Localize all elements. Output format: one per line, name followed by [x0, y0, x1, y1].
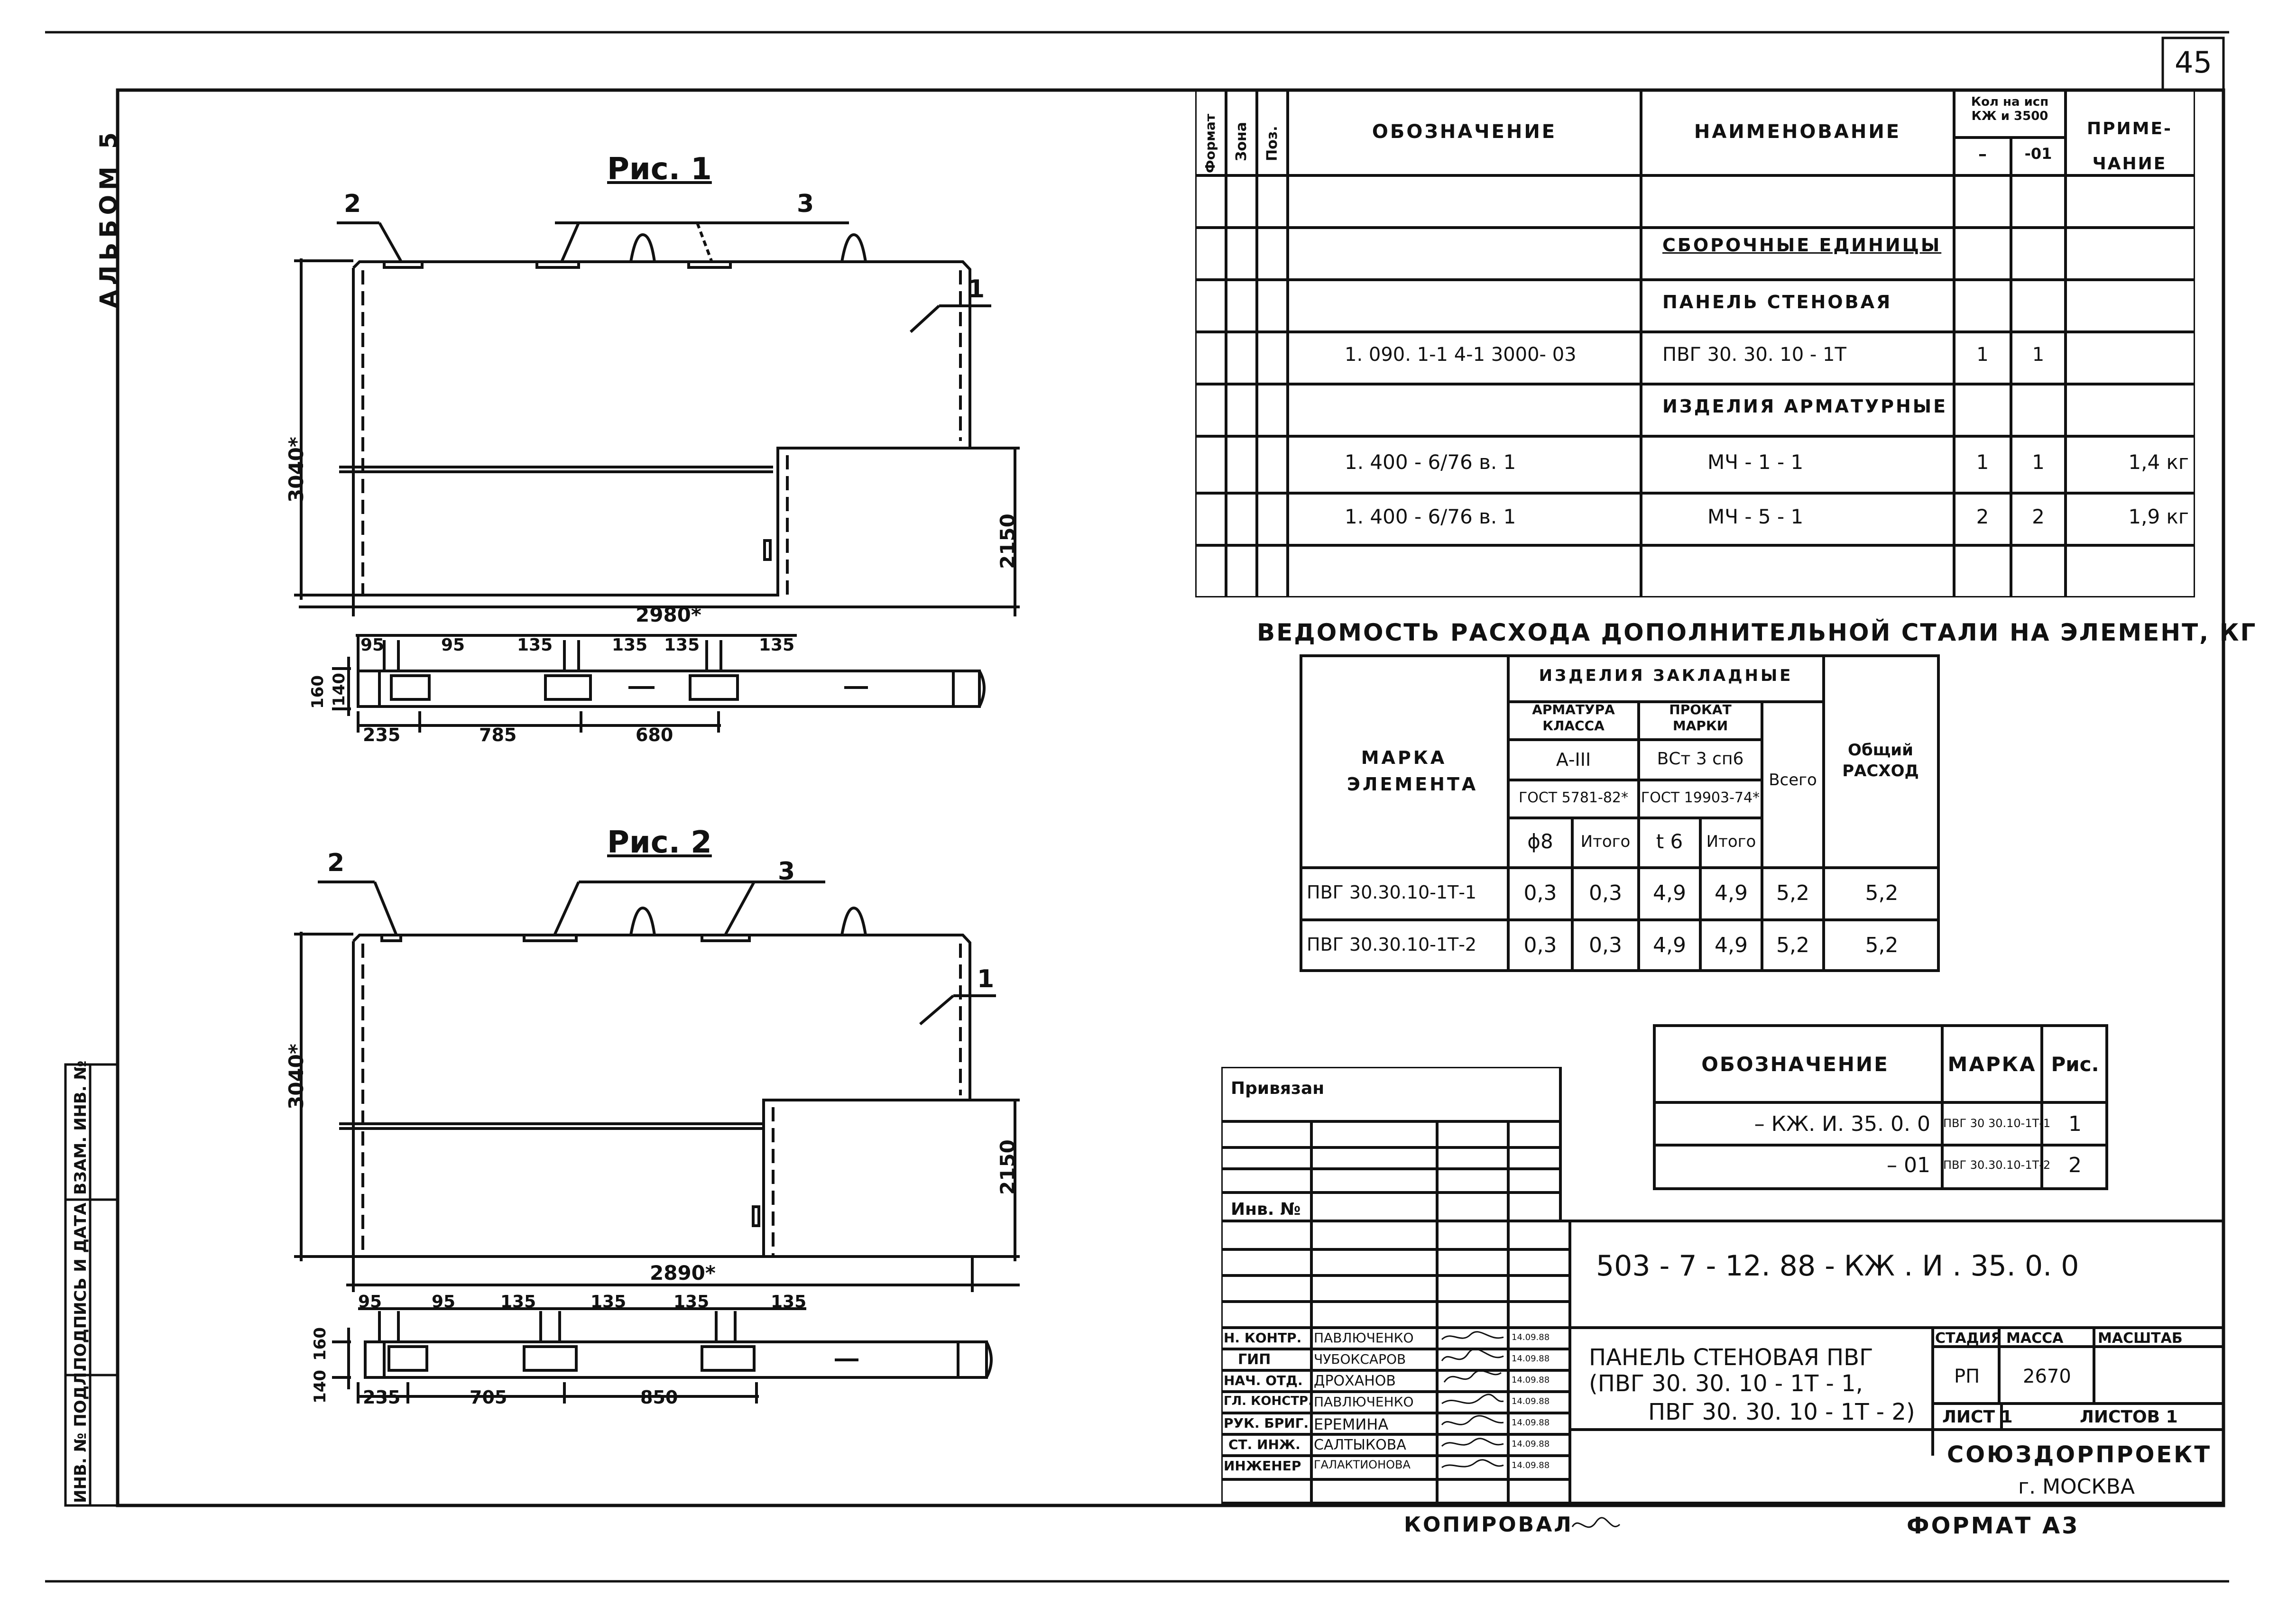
figure-2-height-dim: 3040*: [285, 1044, 308, 1110]
steel-header-rebar: АРМАТУРА КЛАССА: [1532, 702, 1615, 734]
steel-row-total: 0,3: [1589, 881, 1622, 905]
spec-row-qty: 1: [2032, 344, 2045, 366]
spec-row-designation: 1. 400 - 6/76 в. 1: [1345, 450, 1516, 474]
spec-row-qty: 1: [2032, 450, 2045, 474]
steel-header-overall: Общий РАСХОД: [1842, 741, 1919, 780]
steel-header-embedded: ИЗДЕЛИЯ ЗАКЛАДНЫЕ: [1539, 666, 1793, 685]
side-stamp-signature: ПОДПИСЬ И ДАТА: [71, 1202, 90, 1370]
stamp-person-name: ПАВЛЮЧЕНКО: [1314, 1394, 1414, 1410]
spec-header-name: НАИМЕНОВАНИЕ: [1694, 121, 1901, 143]
stamp-mass-header: МАССА: [2006, 1330, 2064, 1347]
spec-row-qty: 2: [1976, 505, 1989, 528]
figure-2-section-dim: 140: [311, 1370, 330, 1404]
steel-row-overall: 5,2: [1865, 881, 1899, 905]
steel-row-t6: 4,9: [1653, 933, 1686, 957]
figure-1-top-dim: 135: [759, 635, 795, 655]
stamp-city: г. МОСКВА: [2018, 1475, 2135, 1499]
steel-row-phi8: 0,3: [1523, 933, 1557, 957]
figure-2-drawing: [237, 816, 1020, 1432]
stamp-person-name: ЕРЕМИНА: [1314, 1415, 1389, 1433]
steel-header-class: А-III: [1556, 749, 1591, 770]
spec-row-note: 1,9 кг: [2128, 505, 2189, 528]
spec-header-qty-a: –: [1978, 145, 1987, 164]
steel-row-total: 4,9: [1715, 881, 1748, 905]
stamp-person-date: 14.09.88: [1512, 1460, 1550, 1470]
figure-2-top-dim: 95: [358, 1292, 382, 1312]
figure-2-bottom-dim: 235: [363, 1387, 401, 1408]
spec-row-designation: 1. 090. 1-1 4-1 3000- 03: [1345, 344, 1577, 366]
steel-header-phi8: ϕ8: [1527, 830, 1553, 853]
figure-2-callout-3: 3: [778, 857, 795, 886]
stamp-person-role: ИНЖЕНЕР: [1224, 1458, 1301, 1474]
spec-header-designation: ОБОЗНАЧЕНИЕ: [1372, 121, 1557, 143]
variants-row-fig: 2: [2068, 1153, 2082, 1177]
stamp-person-name: ПАВЛЮЧЕНКО: [1314, 1330, 1414, 1346]
figure-2-top-dim: 135: [771, 1292, 807, 1312]
steel-header-gost1: ГОСТ 5781-82*: [1518, 789, 1629, 806]
stamp-person-date: 14.09.88: [1512, 1418, 1550, 1428]
stamp-stage: РП: [1954, 1366, 1980, 1387]
figure-1-top-dim: 95: [360, 635, 385, 655]
steel-row-total: 0,3: [1589, 933, 1622, 957]
stamp-person-role: ГИП: [1238, 1351, 1271, 1368]
figure-1-top-dim: 135: [612, 635, 648, 655]
steel-row-mark: ПВГ 30.30.10-1Т-2: [1307, 934, 1477, 955]
specification-table: [1195, 90, 2195, 597]
variants-row-mark: ПВГ 30 30.10-1Т-1: [1943, 1117, 2051, 1130]
figure-1-section-dim: 160: [308, 675, 327, 709]
figure-2-door-dim: 2150: [996, 1139, 1019, 1195]
steel-row-overall: 5,2: [1865, 933, 1899, 957]
figure-2-title: Рис. 2: [607, 825, 712, 860]
stamp-person-role: РУК. БРИГ.: [1224, 1415, 1309, 1431]
figure-1-bottom-dim: 680: [636, 725, 673, 745]
stamp-person-role: Н. КОНТР.: [1224, 1330, 1302, 1346]
stamp-person-name: ЧУБОКСАРОВ: [1314, 1351, 1406, 1367]
steel-row-phi8: 0,3: [1523, 881, 1557, 905]
figure-1-callout-3: 3: [797, 190, 814, 218]
stamp-org: СОЮЗДОРПРОЕКТ: [1947, 1441, 2212, 1468]
stamp-inv: Инв. №: [1231, 1200, 1301, 1219]
stamp-people: [1221, 1328, 1570, 1503]
steel-row-mark: ПВГ 30.30.10-1Т-1: [1307, 882, 1477, 903]
figure-1-title: Рис. 1: [607, 152, 712, 187]
figure-2-callout-2: 2: [327, 849, 345, 877]
stamp-title: (ПВГ 30. 30. 10 - 1Т - 1,: [1589, 1370, 1863, 1397]
stamp-mass: 2670: [2023, 1366, 2071, 1387]
steel-header-total: Итого: [1706, 832, 1756, 851]
stamp-person-date: 14.09.88: [1512, 1375, 1550, 1385]
figure-2-bottom-dim: 850: [640, 1387, 678, 1408]
spec-row-name: МЧ - 5 - 1: [1707, 505, 1804, 528]
steel-header-grade: ВСт 3 сп6: [1657, 749, 1744, 769]
stamp-person-date: 14.09.88: [1512, 1332, 1550, 1342]
variants-header-fig: Рис.: [2051, 1053, 2099, 1076]
figure-1-top-dim: 95: [441, 635, 465, 655]
figure-2-section-dim: 160: [311, 1327, 330, 1361]
album-label: АЛЬБОМ 5: [95, 128, 122, 308]
variants-row-designation: – 01: [1887, 1153, 1930, 1177]
stamp-person-role: ГЛ. КОНСТР.: [1224, 1394, 1313, 1408]
stamp-scale-header: МАСШТАБ: [2098, 1330, 2183, 1347]
signature-scribbles: [1437, 1328, 1508, 1503]
steel-header-t6: t 6: [1656, 830, 1683, 853]
spec-row-name: ПАНЕЛЬ СТЕНОВАЯ: [1662, 292, 1892, 312]
figure-2-top-dim: 135: [673, 1292, 710, 1312]
spec-row-qty: 1: [1976, 344, 1989, 366]
copied-signature: [1570, 1510, 1622, 1543]
spec-row-qty: 2: [2032, 505, 2045, 528]
variants-row-fig: 1: [2068, 1112, 2082, 1136]
figure-2-top-dim: 135: [500, 1292, 536, 1312]
steel-schedule-table: [1300, 654, 1940, 972]
spec-row-note: 1,4 кг: [2128, 450, 2189, 474]
figure-2-top-dim: 95: [432, 1292, 456, 1312]
steel-row-t6: 4,9: [1653, 881, 1686, 905]
steel-header-all: Всего: [1769, 771, 1817, 789]
figure-2-callout-1: 1: [977, 965, 995, 993]
spec-row-designation: 1. 400 - 6/76 в. 1: [1345, 505, 1516, 528]
figure-2-bottom-dim: 705: [470, 1387, 507, 1408]
stamp-person-role: СТ. ИНЖ.: [1228, 1437, 1301, 1452]
stamp-person-name: ДРОХАНОВ: [1314, 1373, 1396, 1389]
stamp-person-date: 14.09.88: [1512, 1354, 1550, 1364]
spec-header-format: Формат: [1202, 113, 1218, 173]
variants-header-mark: МАРКА: [1947, 1053, 2037, 1076]
stamp-person-name: ГАЛАКТИОНОВА: [1314, 1458, 1411, 1471]
spec-row-name: ИЗДЕЛИЯ АРМАТУРНЫЕ: [1662, 396, 1948, 417]
stamp-title: ПАНЕЛЬ СТЕНОВАЯ ПВГ: [1589, 1344, 1873, 1371]
figure-2: [237, 816, 1020, 1432]
spec-row-name: СБОРОЧНЫЕ ЕДИНИЦЫ: [1662, 235, 1942, 256]
figure-1: [237, 142, 1020, 759]
side-stamp-replace-inv: ВЗАМ. ИНВ. №: [71, 1060, 90, 1195]
spec-row-name: ПВГ 30. 30. 10 - 1Т: [1662, 344, 1846, 366]
figure-1-door-dim: 2150: [996, 514, 1019, 569]
variants-row-designation: – КЖ. И. 35. 0. 0: [1754, 1112, 1930, 1136]
page-number: 45: [2175, 45, 2212, 80]
figure-2-width-dim: 2890*: [650, 1261, 716, 1285]
figure-1-drawing: [237, 142, 1020, 759]
variants-row-mark: ПВГ 30.30.10-1Т-2: [1943, 1158, 2051, 1172]
spec-header-note: ПРИМЕ- ЧАНИЕ: [2087, 119, 2172, 174]
figure-1-width-dim: 2980*: [636, 603, 701, 626]
title-block: [1221, 1067, 2223, 1505]
stamp-person-role: НАЧ. ОТД.: [1224, 1373, 1303, 1388]
spec-row-qty: 1: [1976, 450, 1989, 474]
stamp-title: ПВГ 30. 30. 10 - 1Т - 2): [1648, 1399, 1915, 1425]
spec-header-zone: Зона: [1233, 122, 1250, 161]
figure-1-bottom-dim: 235: [363, 725, 401, 745]
figure-2-top-dim: 135: [590, 1292, 627, 1312]
figure-1-callout-2: 2: [344, 190, 361, 218]
stamp-person-date: 14.09.88: [1512, 1396, 1550, 1406]
figure-1-height-dim: 3040*: [285, 437, 308, 503]
variants-header-designation: ОБОЗНАЧЕНИЕ: [1701, 1053, 1889, 1076]
side-stamp-inv-orig: ИНВ. № ПОДЛ.: [71, 1366, 90, 1503]
steel-header-total: Итого: [1580, 832, 1631, 851]
stamp-person-name: САЛТЫКОВА: [1314, 1437, 1406, 1453]
steel-row-all: 5,2: [1776, 881, 1809, 905]
spec-row-name: МЧ - 1 - 1: [1707, 450, 1804, 474]
copied-label: КОПИРОВАЛ: [1404, 1513, 1573, 1537]
figure-1-callout-1: 1: [968, 275, 985, 303]
figure-1-top-dim: 135: [664, 635, 700, 655]
format-label: ФОРМАТ А3: [1907, 1513, 2080, 1539]
stamp-linked: Привязан: [1231, 1079, 1325, 1098]
stamp-stage-header: СТАДИЯ: [1935, 1330, 2002, 1347]
figure-1-bottom-dim: 785: [479, 725, 517, 745]
spec-header-qty: Кол на исп КЖ и 3500: [1971, 95, 2049, 123]
steel-schedule-title: ВЕДОМОСТЬ РАСХОДА ДОПОЛНИТЕЛЬНОЙ СТАЛИ НА ЭЛЕМЕНТ, КГ: [1257, 619, 2257, 646]
stamp-person-date: 14.09.88: [1512, 1439, 1550, 1449]
spec-header-pos: Поз.: [1264, 126, 1281, 161]
steel-header-mark: МАРКА ЭЛЕМЕНТА: [1347, 747, 1478, 795]
stamp-code: 503 - 7 - 12. 88 - КЖ . И . 35. 0. 0: [1596, 1249, 2079, 1283]
steel-header-gost2: ГОСТ 19903-74*: [1641, 789, 1760, 806]
steel-row-total: 4,9: [1715, 933, 1748, 957]
figure-1-top-dim: 135: [517, 635, 553, 655]
steel-header-rolled: ПРОКАТ МАРКИ: [1669, 702, 1732, 734]
stamp-sheet: ЛИСТ 1: [1942, 1407, 2013, 1427]
spec-header-qty-b: -01: [2024, 145, 2052, 163]
steel-row-all: 5,2: [1776, 933, 1809, 957]
figure-1-section-dim: 140: [330, 673, 349, 706]
stamp-sheets: ЛИСТОВ 1: [2080, 1407, 2178, 1427]
